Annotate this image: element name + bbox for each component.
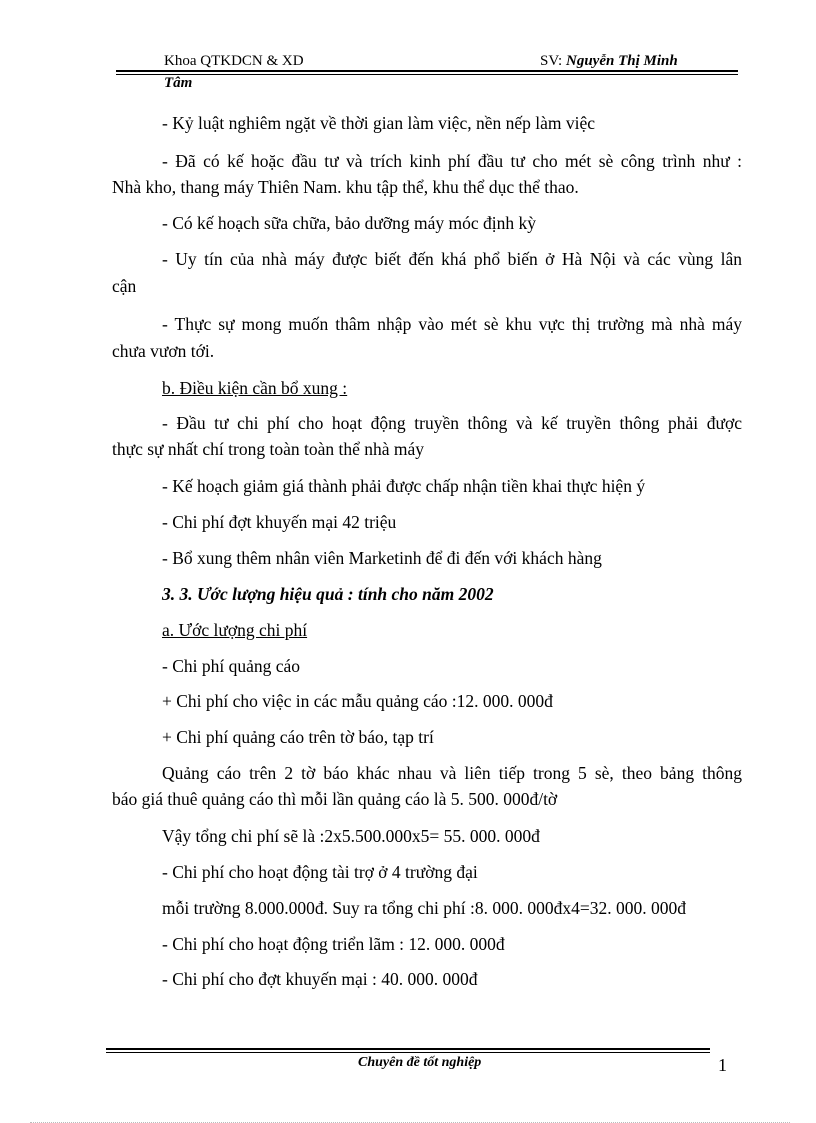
paragraph-line: cận [112, 276, 137, 296]
footer-rule-thick [106, 1048, 710, 1050]
paragraph-text: - Uy tín của nhà máy được biết đến khá phổ biến ở Hà Nội và các vùng lân [162, 249, 742, 269]
header-student [540, 53, 678, 70]
paragraph: mỗi trường 8.000.000đ. Suy ra tổng chi phí :8. 000. 000đx4=32. 000. 000đ [162, 898, 686, 918]
subheading-b: b. Điều kiện cần bổ xung : [162, 378, 348, 398]
paragraph-line [162, 150, 742, 172]
paragraph: - Có kế hoạch sữa chữa, bảo dưỡng máy móc định kỳ [162, 213, 537, 233]
footer-rule-thin [106, 1052, 710, 1053]
header-student-name: Nguyễn Thị Minh [565, 53, 678, 69]
paragraph: + Chi phí cho việc in các mẫu quảng cáo :12. 000. 000đ [162, 691, 553, 711]
paragraph: + Chi phí quảng cáo trên tờ báo, tạp trí [162, 727, 434, 747]
paragraph: - Chi phí quảng cáo [162, 656, 301, 676]
paragraph: Vậy tổng chi phí sẽ là :2x5.500.000x5= 55. 000. 000đ [162, 826, 540, 846]
paragraph-line: báo giá thuê quảng cáo thì mỗi lần quảng cáo là 5. 500. 000đ/tờ [112, 789, 558, 809]
paragraph: - Chi phí đợt khuyến mại 42 triệu [162, 512, 397, 532]
paragraph-line: Nhà kho, thang máy Thiên Nam. khu tập thể, khu thể dục thể thao. [112, 177, 579, 197]
paragraph: - Chi phí cho hoạt động tài trợ ở 4 trường đại [162, 862, 478, 882]
paragraph-line [162, 412, 742, 434]
header-rule-thin [116, 74, 738, 75]
section-heading: 3. 3. Ước lượng hiệu quả : tính cho năm 2002 [162, 584, 494, 604]
paragraph-line [162, 762, 742, 784]
paragraph-line [162, 313, 742, 335]
paragraph: - Bổ xung thêm nhân viên Marketinh để đi đến với khách hàng [162, 548, 602, 568]
page-number: 1 [718, 1055, 727, 1075]
footer-title: Chuyên đề tốt nghiệp [358, 1055, 482, 1070]
paragraph: - Chi phí cho đợt khuyến mại : 40. 000. 000đ [162, 969, 478, 989]
header-student-name-cont: Tâm [164, 75, 193, 91]
paragraph-text: - Đã có kế hoặc đầu tư và trích kinh phí đầu tư cho mét sè công trình như : [162, 151, 742, 171]
header-rule-thick [116, 70, 738, 72]
paragraph: - Kế hoạch giảm giá thành phải được chấp nhận tiền khai thực hiện ý [162, 476, 646, 496]
paragraph-text: - Thực sự mong muốn thâm nhập vào mét sè khu vực thị trường mà nhà máy [162, 314, 742, 334]
subheading-a: a. Ước lượng chi phí [162, 620, 308, 640]
paragraph-text: - Đầu tư chi phí cho hoạt động truyền thông và kế truyền thông phải được [162, 413, 742, 433]
paragraph: - Chi phí cho hoạt động triển lãm : 12. 000. 000đ [162, 934, 505, 954]
paragraph-line: thực sự nhất chí trong toàn toàn thể nhà máy [112, 439, 425, 459]
header-student-prefix: SV: [540, 53, 566, 69]
paragraph: - Kỷ luật nghiêm ngặt về thời gian làm việc, nền nếp làm việc [162, 113, 596, 133]
paragraph-line: chưa vươn tới. [112, 341, 215, 361]
header-faculty: Khoa QTKDCN & XD [164, 53, 304, 69]
paragraph-text: Quảng cáo trên 2 tờ báo khác nhau và liên tiếp trong 5 sè, theo bảng thông [162, 763, 742, 783]
paragraph-line [162, 248, 742, 270]
